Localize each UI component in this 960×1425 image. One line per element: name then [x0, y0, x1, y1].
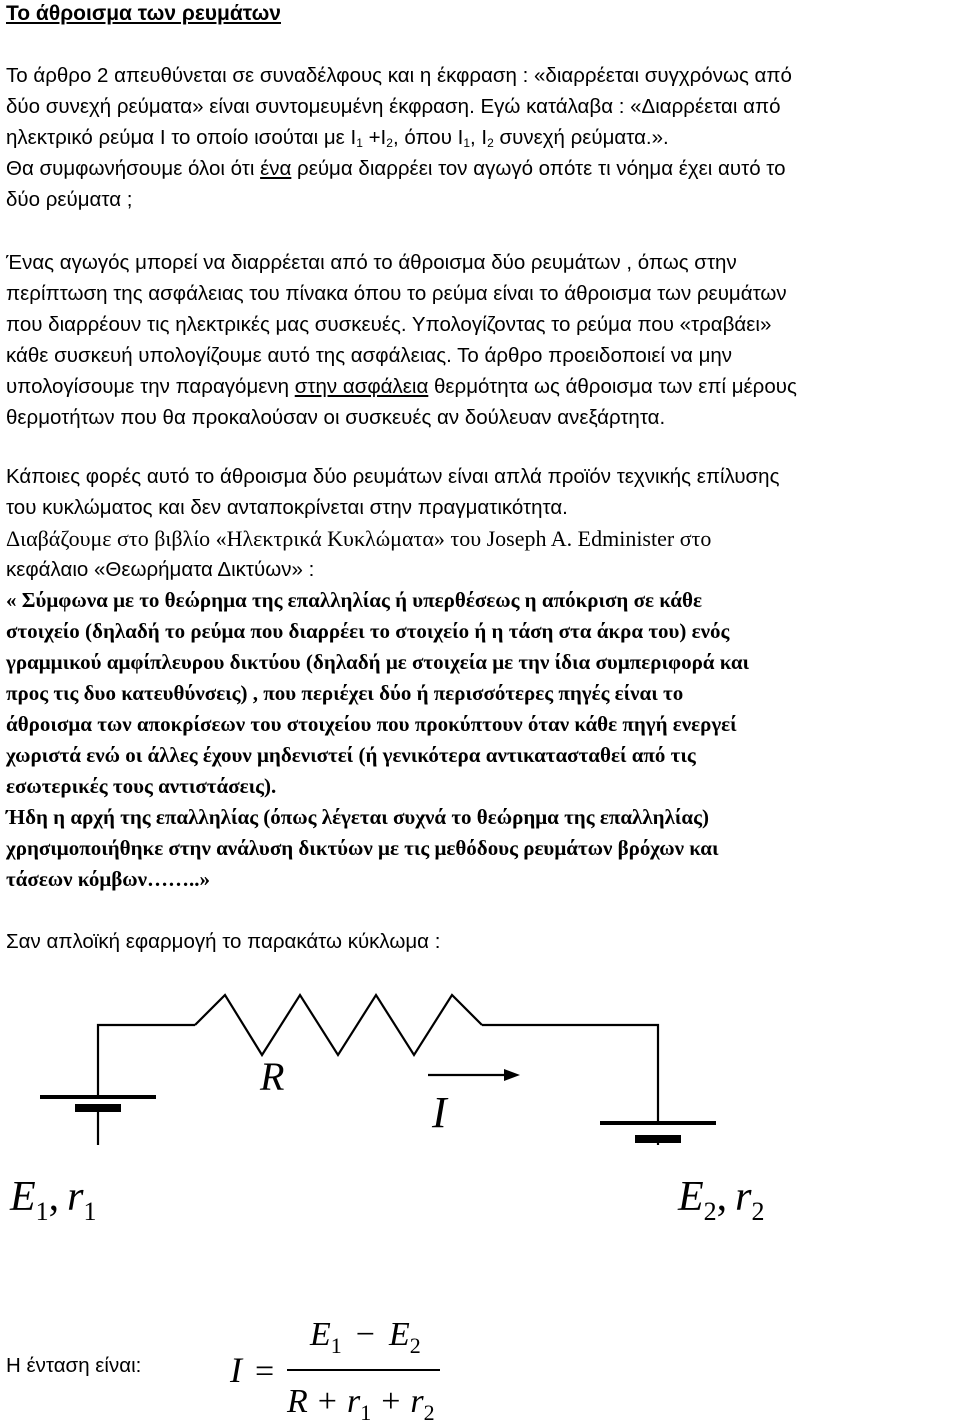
page-title: Το άθροισμα των ρευμάτων [6, 2, 281, 25]
text-line: Κάποιες φορές αυτό το άθροισμα δύο ρευμάτων είναι απλά προϊόν τεχνικής επίλυσης [6, 465, 780, 488]
paragraph-technique [6, 461, 954, 585]
text-line: δύο ρεύματα ; [6, 188, 133, 211]
text-line: ηλεκτρικό ρεύμα Ι το οποίο ισούται με $I_1 +I_2$, όπου $I_1$, $I_2$ συνεχή ρεύματα.». [6, 126, 669, 150]
quote-block [6, 585, 954, 895]
formula-caption: Η ένταση είναι: [6, 1354, 142, 1377]
source1-label: $E_1$, $r_1$ [10, 1174, 97, 1226]
subscript: 1 [463, 136, 470, 150]
quote-line: γραμμικού αμφίπλευρου δικτύου (δηλαδή με στοιχεία με την ίδια συμπεριφορά και [6, 650, 750, 674]
quote-line: « Σύμφωνα με το θεώρημα της επαλληλίας ή υπερθέσεως η απόκριση σε κάθε [6, 588, 702, 612]
formula-numerator: $E_1 - E_2$ [310, 1316, 421, 1358]
subscript: 2 [386, 136, 393, 150]
paragraph-intro [6, 60, 954, 215]
text-line: που διαρρέουν τις ηλεκτρικές μας συσκευές. Υπολογίζοντας το ρεύμα που «τραβάει» [6, 313, 772, 336]
subscript: 1 [356, 136, 363, 150]
resistor-label: R [260, 1054, 285, 1099]
text-line: Ένας αγωγός μπορεί να διαρρέεται από το άθροισμα δύο ρευμάτων , όπως στην [6, 251, 737, 274]
quote-line: Ήδη η αρχή της επαλληλίας (όπως λέγεται συχνά το θεώρημα της επαλληλίας) [6, 805, 709, 829]
text-line: κάθε συσκευή υπολογίζουμε αυτό της ασφάλειας. Το άρθρο προειδοποιεί να μην [6, 344, 733, 367]
wire-top-left [98, 1025, 195, 1097]
text-line: Το άρθρο 2 απευθύνεται σε συναδέλφους και η έκφραση : «διαρρέεται συγχρόνως από [6, 64, 792, 87]
underlined-word: ένα [260, 157, 292, 180]
text-line: Σαν απλοϊκή εφαρμογή το παρακάτω κύκλωμα : [6, 930, 441, 953]
circuit-diagram [0, 985, 960, 1295]
quote-line: προς τις δυο κατευθύνσεις) , που περιέχει δύο ή περισσότερες πηγές είναι το [6, 681, 684, 705]
text-line: υπολογίσουμε την παραγόμενη στην ασφάλεια θερμότητα ως άθροισμα των επί μέρους [6, 375, 797, 398]
underlined-phrase: στην ασφάλεια [294, 375, 429, 398]
quote-line: εσωτερικές τους αντιστάσεις). [6, 774, 277, 798]
source2-label: $E_2$, $r_2$ [678, 1174, 765, 1226]
paragraph-fuse [6, 247, 954, 433]
text-line: θερμοτήτων που θα προκαλούσαν οι συσκευές αν δούλευαν ανεξάρτητα. [6, 406, 666, 429]
quote-line: χρησιμοποιήθηκε στην ανάλυση δικτύων με τις μεθόδους ρευμάτων βρόχων και [6, 836, 719, 860]
formula-lhs: I [230, 1350, 242, 1390]
quote-line: τάσεων κόμβων……..» [6, 867, 211, 891]
formula-denominator: $R + r_1 + r_2$ [287, 1383, 435, 1425]
formula-equals: = [255, 1353, 275, 1390]
subscript: 2 [487, 136, 494, 150]
current-arrow-head [504, 1069, 520, 1081]
quote-line: άθροισμα των αποκρίσεων του στοιχείου που προκύπτουν όταν κάθε πηγή ενεργεί [6, 712, 737, 736]
current-formula [225, 1300, 525, 1425]
text-line: Διαβάζουμε στο βιβλίο «Ηλεκτρικά Κυκλώματα» του Joseph A. Edminister στο [6, 526, 712, 551]
quote-line: χωριστά ενώ οι άλλες έχουν μηδενιστεί (ή γενικότερα αντικατασταθεί από τις [6, 743, 696, 767]
text-line: του κυκλώματος και δεν ανταποκρίνεται στην πραγματικότητα. [6, 496, 568, 519]
circuit-intro [6, 926, 954, 957]
text-line: περίπτωση της ασφάλειας του πίνακα όπου το ρεύμα είναι το άθροισμα των ρευμάτων [6, 282, 787, 305]
quote-line: στοιχείο (δηλαδή το ρεύμα που διαρρέει το στοιχείο ή η τάση στα άκρα του) ενός [6, 619, 730, 643]
text-line: κεφάλαιο «Θεωρήματα Δικτύων» : [6, 558, 315, 581]
text-line: Θα συμφωνήσουμε όλοι ότι ένα ρεύμα διαρρέει τον αγωγό οπότε τι νόημα έχει αυτό το [6, 157, 786, 180]
text-line: δύο συνεχή ρεύματα» είναι συντομευμένη έκφραση. Εγώ κατάλαβα : «Διαρρέεται από [6, 95, 781, 118]
resistor-symbol [195, 995, 482, 1055]
current-label: I [432, 1088, 447, 1137]
